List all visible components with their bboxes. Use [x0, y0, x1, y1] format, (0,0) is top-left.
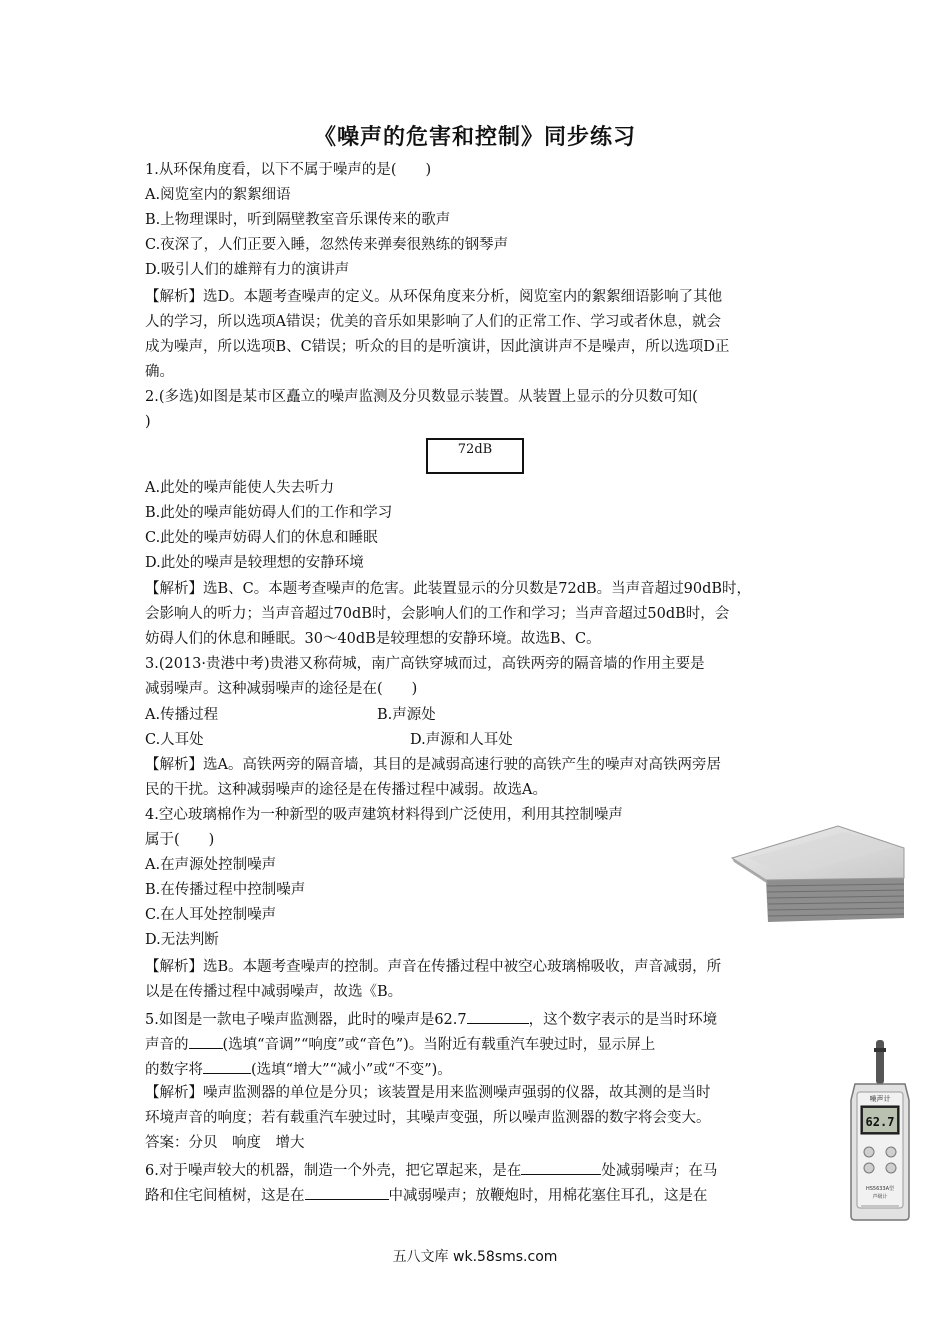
page-title: 《噪声的危害和控制》同步练习 — [313, 125, 636, 150]
meter-model-label: HS5633A型 — [865, 1186, 895, 1192]
answer-blank — [521, 1158, 601, 1175]
q5-line: 的数字将 (选填“增大”“减小”或“不变”)。 — [145, 1057, 452, 1080]
q1-analysis-line: 人的学习，所以选项A错误；优美的音乐如果影响了人们的正常工作、学习或者休息，就会 — [145, 314, 721, 330]
q2-stem-end: ) — [145, 414, 151, 430]
q4-analysis-line: 【解析】选B。本题考查噪声的控制。声音在传播过程中被空心玻璃棉吸收，声音减弱，所 — [145, 959, 722, 975]
answer-blank — [203, 1057, 251, 1074]
q4-stem: 属于( ) — [145, 832, 215, 848]
glass-wool-image — [728, 818, 908, 926]
q5-line: 5.如图是一款电子噪声监测器，此时的噪声是62.7 ，这个数字表示的是当时环境 — [145, 1007, 717, 1030]
q2-analysis-line: 妨碍人们的休息和睡眠。30～40dB是较理想的安静环境。故选B、C。 — [145, 631, 601, 647]
q1-option-c: C.夜深了，人们正要入睡，忽然传来弹奏很熟练的钢琴声 — [145, 237, 509, 253]
q4-stem: 4.空心玻璃棉作为一种新型的吸声建筑材料得到广泛使用，利用其控制噪声 — [145, 807, 623, 823]
q3-option-a: A.传播过程 — [145, 707, 219, 723]
q3-option-d: D.声源和人耳处 — [410, 732, 513, 748]
answer-blank — [467, 1007, 529, 1024]
q1-option-b: B.上物理课时，听到隔壁教室音乐课传来的歌声 — [145, 212, 451, 228]
q6-line: 6.对于噪声较大的机器，制造一个外壳，把它罩起来，是在 处减弱噪声；在马 — [145, 1158, 717, 1181]
q2-analysis-line: 【解析】选B、C。本题考查噪声的危害。此装置显示的分贝数是72dB。当声音超过90dB时， — [145, 581, 752, 597]
q2-option-b: B.此处的噪声能妨碍人们的工作和学习 — [145, 505, 393, 521]
q1-analysis-line: 成为噪声，所以选项B、C错误；听众的目的是听演讲，因此演讲声不是噪声，所以选项D正 — [145, 339, 730, 355]
q5-analysis-line: 环境声音的响度；若有载重汽车驶过时，其噪声变强，所以噪声监测器的数字将会变大。 — [145, 1110, 711, 1126]
q2-analysis-line: 会影响人的听力；当声音超过70dB时，会影响人们的工作和学习；当声音超过50dB时，会 — [145, 606, 730, 622]
q3-option-b: B.声源处 — [377, 707, 436, 723]
q2-option-a: A.此处的噪声能使人失去听力 — [145, 480, 335, 496]
q4-option-d: D.无法判断 — [145, 932, 219, 948]
q2-option-c: C.此处的噪声妨碍人们的休息和睡眠 — [145, 530, 378, 546]
meter-top-label: 噪声计 — [869, 1095, 891, 1103]
q1-analysis-line: 【解析】选D。本题考查噪声的定义。从环保角度来分析，阅览室内的絮絮细语影响了其他 — [145, 289, 723, 305]
q3-option-c: C.人耳处 — [145, 732, 204, 748]
q4-option-b: B.在传播过程中控制噪声 — [145, 882, 306, 898]
q5-answer: 答案：分贝 响度 增大 — [145, 1135, 305, 1151]
q1-option-a: A.阅览室内的絮絮细语 — [145, 187, 291, 203]
q1-option-d: D.吸引人们的雄辩有力的演讲声 — [145, 262, 350, 278]
sound-level-meter-image — [845, 1040, 915, 1222]
q4-option-a: A.在声源处控制噪声 — [145, 857, 277, 873]
q1-analysis-line: 确。 — [145, 364, 174, 380]
decibel-display-box: 72dB — [426, 438, 524, 474]
meter-reading: 62.7 — [865, 1115, 895, 1129]
q3-analysis-line: 【解析】选A。高铁两旁的隔音墙，其目的是减弱高速行驶的高铁产生的噪声对高铁两旁居 — [145, 757, 721, 773]
q3-stem: 3.(2013·贵港中考)贵港又称荷城，南广高铁穿城而过，高铁两旁的隔音墙的作用主要是 — [145, 656, 705, 672]
footer-watermark: 五八文库 wk.58sms.com — [392, 1249, 558, 1265]
q2-stem: 2.(多选)如图是某市区矗立的噪声监测及分贝数显示装置。从装置上显示的分贝数可知( — [145, 389, 698, 405]
q6-line: 路和住宅间植树，这是在 中减弱噪声；放鞭炮时，用棉花塞住耳孔，这是在 — [145, 1183, 708, 1206]
q4-option-c: C.在人耳处控制噪声 — [145, 907, 277, 923]
q2-option-d: D.此处的噪声是较理想的安静环境 — [145, 555, 364, 571]
q3-analysis-line: 民的干扰。这种减弱噪声的途径是在传播过程中减弱。故选A。 — [145, 782, 547, 798]
q5-line: 声音的 (选填“音调”“响度”或“音色”)。当附近有载重汽车驶过时，显示屏上 — [145, 1032, 655, 1055]
q5-analysis-line: 【解析】噪声监测器的单位是分贝；该装置是用来监测噪声强弱的仪器，故其测的是当时 — [145, 1085, 711, 1101]
q4-analysis-line: 以是在传播过程中减弱噪声，故选《B。 — [145, 984, 403, 1000]
answer-blank — [189, 1032, 223, 1049]
q1-stem: 1.从环保角度看，以下不属于噪声的是( ) — [145, 162, 432, 178]
answer-blank — [305, 1183, 389, 1200]
q3-stem: 减弱噪声。这种减弱噪声的途径是在( ) — [145, 681, 418, 697]
meter-type-label: 声级计 — [872, 1194, 888, 1200]
